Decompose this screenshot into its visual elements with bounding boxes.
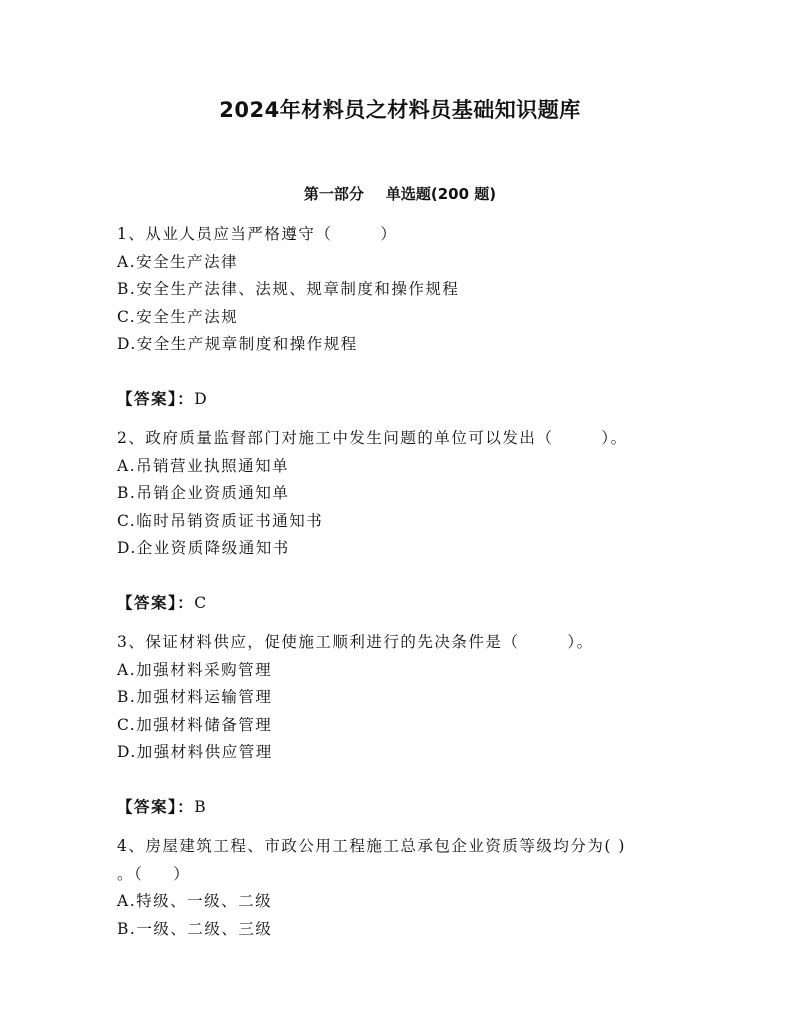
question-4 bbox=[117, 833, 677, 943]
question-stem-continued: 。（ ） bbox=[117, 864, 191, 883]
answer-value: D bbox=[194, 389, 209, 408]
option-a: A.安全生产法律 bbox=[117, 252, 239, 271]
option-c: C.加强材料储备管理 bbox=[117, 715, 273, 734]
question-stem: 4、房屋建筑工程、市政公用工程施工总承包企业资质等级均分为( ) bbox=[117, 837, 626, 855]
section-heading bbox=[0, 183, 800, 204]
section-type: 单选题(200 题) bbox=[385, 185, 497, 203]
question-stem: 2、政府质量监督部门对施工中发生问题的单位可以发出（ ）。 bbox=[117, 429, 628, 447]
option-c: C.安全生产法规 bbox=[117, 307, 239, 326]
option-d: D.企业资质降级通知书 bbox=[117, 539, 290, 557]
option-a: A.吊销营业执照通知单 bbox=[117, 456, 290, 475]
answer-label: 【答案】： bbox=[117, 797, 195, 816]
page-title: 2024年材料员之材料员基础知识题库 bbox=[219, 98, 581, 122]
option-b: B.安全生产法律、法规、规章制度和操作规程 bbox=[117, 280, 460, 298]
answer-row bbox=[117, 590, 677, 618]
option-a: A.特级、一级、二级 bbox=[117, 892, 273, 910]
answer-value: B bbox=[194, 797, 208, 816]
option-b: B.一级、二级、三级 bbox=[117, 919, 273, 938]
option-d: D.安全生产规章制度和操作规程 bbox=[117, 335, 358, 353]
option-b: B.加强材料运输管理 bbox=[117, 688, 273, 706]
question-1 bbox=[117, 221, 677, 413]
section-part: 第一部分 bbox=[303, 185, 364, 203]
answer-label: 【答案】： bbox=[117, 593, 195, 612]
question-2 bbox=[117, 425, 677, 617]
answer-label: 【答案】： bbox=[117, 389, 195, 408]
answer-row bbox=[117, 794, 677, 822]
option-c: C.临时吊销资质证书通知书 bbox=[117, 511, 324, 530]
question-stem: 3、保证材料供应，促使施工顺利进行的先决条件是（ ）。 bbox=[117, 633, 594, 651]
option-b: B.吊销企业资质通知单 bbox=[117, 484, 290, 502]
option-d: D.加强材料供应管理 bbox=[117, 743, 273, 761]
answer-row bbox=[117, 386, 677, 414]
question-stem: 1、从业人员应当严格遵守（ ） bbox=[117, 225, 398, 243]
option-a: A.加强材料采购管理 bbox=[117, 660, 273, 679]
answer-value: C bbox=[194, 593, 208, 612]
question-3 bbox=[117, 629, 677, 821]
